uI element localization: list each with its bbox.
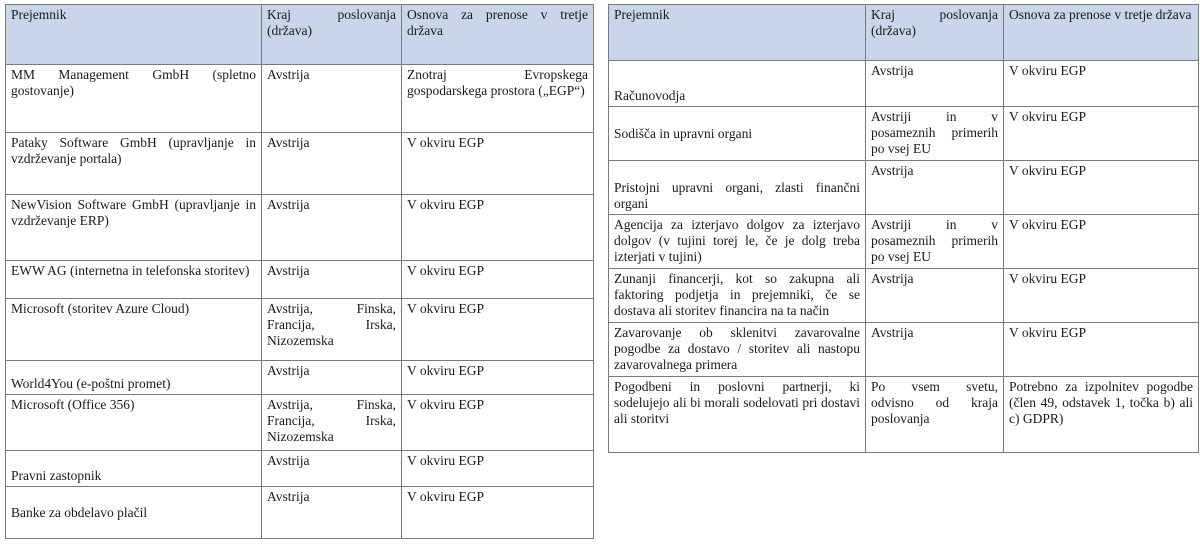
recipient-cell: Sodišča in upravni organi — [609, 107, 866, 161]
basis-cell: V okviru EGP — [1004, 107, 1199, 161]
recipients-table-right — [608, 4, 1199, 453]
recipient-cell: Microsoft (Office 356) — [6, 395, 262, 451]
header-recipient: Prejemnik — [6, 5, 262, 65]
recipient-cell: Pristojni upravni organi, zlasti finančni organi — [609, 161, 866, 215]
recipient-cell: NewVision Software GmbH (upravljanje in vzdrževanje ERP) — [6, 195, 262, 261]
basis-cell: V okviru EGP — [1004, 323, 1199, 377]
table-row — [6, 133, 594, 195]
basis-cell: V okviru EGP — [402, 395, 594, 451]
header-transfer-basis: Osnova za prenose v tretje država — [402, 5, 594, 65]
table-row — [6, 487, 594, 539]
table-row — [609, 107, 1199, 161]
table-row — [6, 395, 594, 451]
table-row — [6, 361, 594, 395]
location-cell: Avstrija, Finska, Francija, Irska, Nizozemska — [262, 395, 402, 451]
basis-cell: V okviru EGP — [402, 299, 594, 361]
recipient-cell: Agencija za izterjavo dolgov za izterjavo dolgov (v tujini torej le, če je dolg treba izterjati v tujini) — [609, 215, 866, 269]
table-row — [609, 377, 1199, 453]
table-row — [609, 215, 1199, 269]
location-cell: Po vsem svetu, odvisno od kraja poslovanja — [866, 377, 1004, 453]
table-row — [609, 269, 1199, 323]
basis-cell: V okviru EGP — [1004, 269, 1199, 323]
basis-cell: V okviru EGP — [402, 451, 594, 487]
basis-cell: V okviru EGP — [402, 261, 594, 299]
basis-cell: V okviru EGP — [1004, 215, 1199, 269]
table-row — [6, 195, 594, 261]
table-row — [6, 299, 594, 361]
recipient-cell: Računovodja — [609, 61, 866, 107]
recipients-table-left — [5, 4, 594, 539]
header-recipient: Prejemnik — [609, 5, 866, 61]
table-row — [609, 323, 1199, 377]
location-cell: Avstrija — [262, 261, 402, 299]
table-row — [609, 61, 1199, 107]
table-header-row — [609, 5, 1199, 61]
location-cell: Avstrija — [866, 161, 1004, 215]
header-transfer-basis: Osnova za prenose v tretje država — [1004, 5, 1199, 61]
location-cell: Avstrija — [262, 195, 402, 261]
recipient-cell: Banke za obdelavo plačil — [6, 487, 262, 539]
location-cell: Avstrija, Finska, Francija, Irska, Nizozemska — [262, 299, 402, 361]
recipient-cell: Pogodbeni in poslovni partnerji, ki sodelujejo ali bi morali sodelovati pri dostavi ali storitvi — [609, 377, 866, 453]
basis-cell: V okviru EGP — [402, 195, 594, 261]
recipient-cell: World4You (e-poštni promet) — [6, 361, 262, 395]
table-row — [6, 65, 594, 133]
basis-cell: Znotraj Evropskega gospodarskega prostora („EGP“) — [402, 65, 594, 133]
location-cell: Avstrija — [262, 65, 402, 133]
basis-cell: Potrebno za izpolnitev pogodbe (člen 49, odstavek 1, točka b) ali c) GDPR) — [1004, 377, 1199, 453]
basis-cell: V okviru EGP — [402, 487, 594, 539]
recipient-cell: Zavarovanje ob sklenitvi zavarovalne pogodbe za dostavo / storitev ali nastopu zavarovalnega primera — [609, 323, 866, 377]
basis-cell: V okviru EGP — [402, 133, 594, 195]
table-row — [6, 451, 594, 487]
recipient-cell: Microsoft (storitev Azure Cloud) — [6, 299, 262, 361]
basis-cell: V okviru EGP — [1004, 161, 1199, 215]
table-header-row — [6, 5, 594, 65]
location-cell: Avstrija — [866, 61, 1004, 107]
location-cell: Avstrija — [262, 133, 402, 195]
header-location: Kraj poslovanja (država) — [866, 5, 1004, 61]
recipient-cell: Zunanji financerji, kot so zakupna ali faktoring podjetja in prejemniki, če se dostava ali storitev financira na ta način — [609, 269, 866, 323]
table-row — [6, 261, 594, 299]
table-row — [609, 161, 1199, 215]
recipient-cell: Pataky Software GmbH (upravljanje in vzdrževanje portala) — [6, 133, 262, 195]
basis-cell: V okviru EGP — [1004, 61, 1199, 107]
location-cell: Avstrija — [866, 323, 1004, 377]
location-cell: Avstrija — [262, 487, 402, 539]
basis-cell: V okviru EGP — [402, 361, 594, 395]
recipient-cell: Pravni zastopnik — [6, 451, 262, 487]
location-cell: Avstrija — [262, 451, 402, 487]
location-cell: Avstriji in v posameznih primerih po vsej EU — [866, 215, 1004, 269]
header-location: Kraj poslovanja (država) — [262, 5, 402, 65]
location-cell: Avstrija — [866, 269, 1004, 323]
recipient-cell: MM Management GmbH (spletno gostovanje) — [6, 65, 262, 133]
recipient-cell: EWW AG (internetna in telefonska storitev) — [6, 261, 262, 299]
location-cell: Avstrija — [262, 361, 402, 395]
location-cell: Avstriji in v posameznih primerih po vsej EU — [866, 107, 1004, 161]
